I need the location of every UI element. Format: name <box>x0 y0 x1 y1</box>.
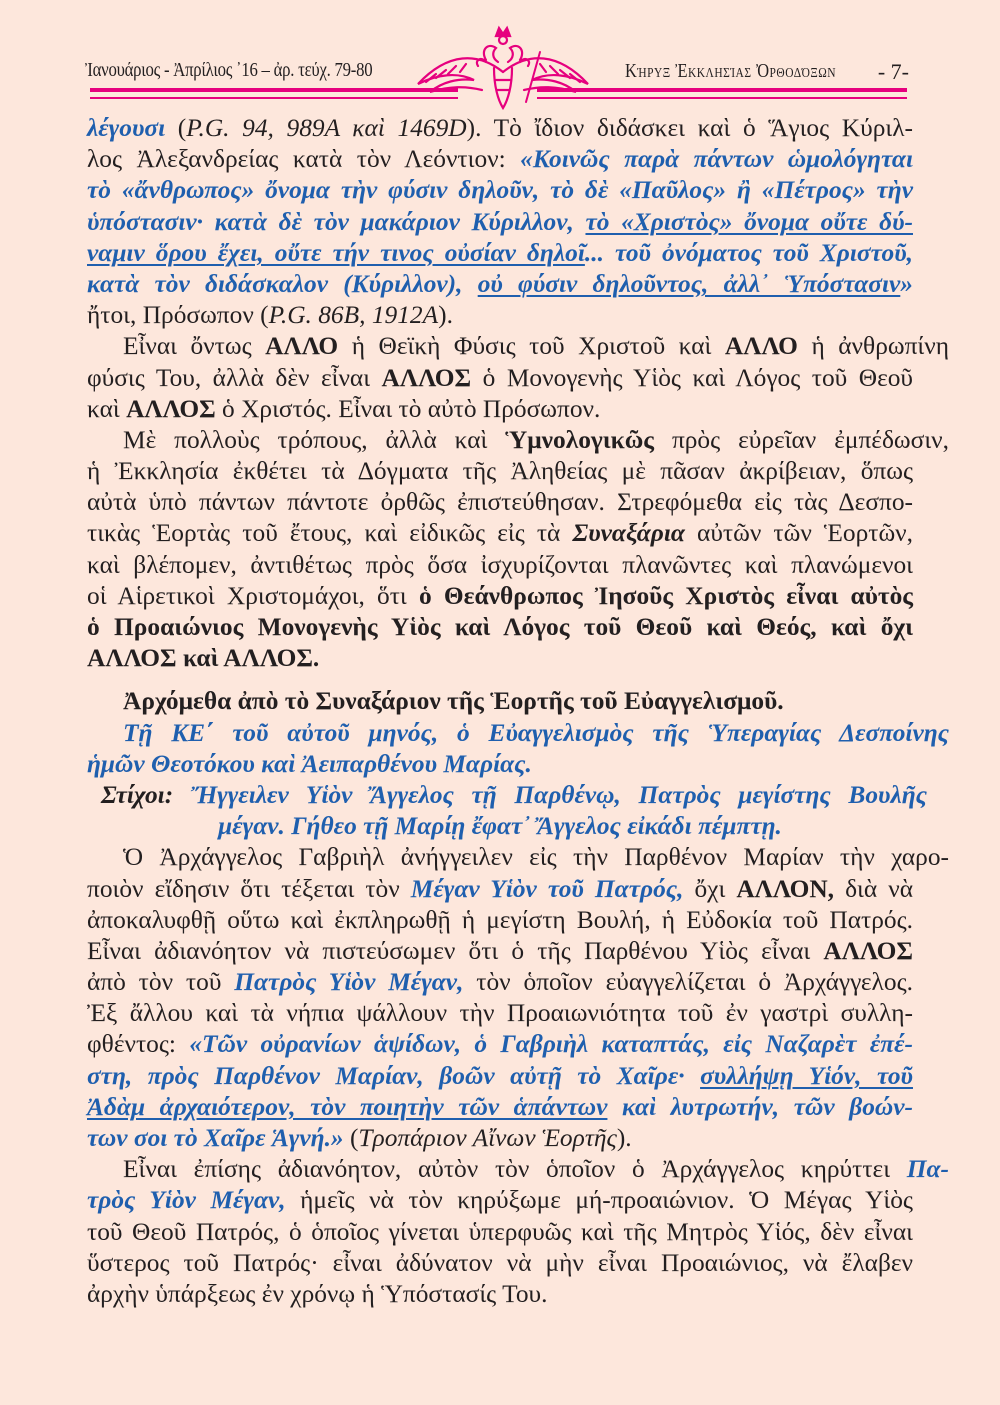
text-line <box>87 936 913 967</box>
bold-italic-text: Συναξάρια <box>572 519 685 548</box>
quotation: Πα- <box>906 1155 949 1184</box>
text-line <box>87 998 913 1029</box>
text-run: ἡ ἀνθρωπίνη <box>797 332 949 361</box>
citation: Τροπάριον Αἴνων Ἑορτῆς <box>358 1124 617 1152</box>
text-run: αὐτῶν τῶν Ἑορτῶν, <box>684 519 913 548</box>
bold-text: ΑΛΛΟ <box>724 332 798 361</box>
text-line <box>87 643 913 674</box>
text-line <box>87 842 949 873</box>
text-line <box>87 363 913 394</box>
text-run: λος Ἀλεξανδρείας κατὰ τὸν Λεόντιον: <box>87 145 521 174</box>
quotation: ἡμῶν Θεοτόκου καὶ Ἀειπαρθένου Μαρίας. <box>87 749 532 778</box>
text-run: φθέντος: <box>87 1030 190 1059</box>
text-run: ὄχι <box>683 874 737 903</box>
text-run: ὕστερος τοῦ Πατρός· εἶναι ἀδύνατον νὰ μὴν εἶναι Προαιώνιος, νὰ ἔλαβεν <box>87 1248 913 1277</box>
quotation: τὸ «ἄνθρωπος» ὄνομα τὴν φύσιν δηλοῦν, τὸ δὲ «Παῦλος» ἢ «Πέτρος» τὴν <box>87 176 913 205</box>
text-line <box>87 1061 913 1092</box>
quotation-underlined: συλλήψῃ Υἱόν, τοῦ <box>700 1061 913 1090</box>
running-header <box>85 0 915 110</box>
text-run: ἡ Θεϊκὴ Φύσις τοῦ Χριστοῦ καὶ <box>338 332 725 361</box>
text-run: Εἶναι ὄντως <box>123 332 266 361</box>
citation: P.G. 86B, 1912A <box>268 301 439 330</box>
text-line <box>87 425 949 456</box>
text-line <box>87 874 913 905</box>
text-line <box>87 238 913 269</box>
citation: P.G. 94, 989A καὶ 1469D <box>186 114 467 142</box>
bold-text: Ὑμνολογικῶς <box>505 425 655 454</box>
text-run: ἡ Ἐκκλησία ἐκθέτει τὰ Δόγματα τῆς Ἀληθείας μὲ πᾶσαν ἀκρίβειαν, ὅπως <box>87 457 913 486</box>
article-body <box>87 113 949 1310</box>
bold-italic-text: Στίχοι: <box>101 780 191 809</box>
header-rule-right-thick <box>537 88 907 92</box>
bold-text: Ἀρχόμεθα ἀπὸ τὸ Συναξάριον τῆς Ἑορτῆς τοῦ Εὐαγγελισμοῦ. <box>123 687 784 716</box>
text-line <box>87 550 913 581</box>
text-line <box>87 905 913 936</box>
header-rule-right-thin <box>537 97 907 99</box>
text-run: ποιὸν εἴδησιν ὅτι τέξεται τὸν <box>87 874 411 903</box>
text-line <box>87 967 913 998</box>
text-run: ἤτοι, Πρόσωπον ( <box>87 301 269 330</box>
text-line <box>87 394 913 425</box>
text-run: τοῦ Θεοῦ Πατρός, ὁ ὁποῖος γίνεται ὑπερφυῶς καὶ τῆς Μητρὸς Υἱός, δὲν εἶναι <box>87 1217 913 1246</box>
quotation-underlined: τὸ «Χριστὸς» ὄνομα οὔτε δύ- <box>585 207 913 236</box>
bold-text: ΑΛΛΟΣ <box>823 936 913 965</box>
text-line <box>87 686 949 717</box>
quotation: «Κοινῶς παρὰ πάντων ὡμολόγηται <box>520 145 914 174</box>
text-run: αὐτὰ ὑπὸ πάντων πάντοτε ὀρθῶς ἐπιστεύθησαν. Στρεφόμεθα εἰς τὰς Δεσπο- <box>87 488 913 517</box>
text-line <box>87 1154 949 1185</box>
text-run: τὸν ὁποῖον εὐαγγελίζεται ὁ Ἀρχάγγελος. <box>463 968 913 997</box>
quotation: καὶ λυτρωτήν, τῶν βοών- <box>607 1092 913 1121</box>
text-line <box>87 456 913 487</box>
text-run: Εἶναι ἀδιανόητον νὰ πιστεύσωμεν ὅτι ὁ τῆς Παρθένου Υἱὸς εἶναι <box>87 936 824 965</box>
text-line <box>87 518 913 549</box>
text-run: οἱ Αἱρετικοὶ Χριστομάχοι, ὅτι <box>87 581 419 610</box>
text-line <box>87 175 913 206</box>
text-run: ). <box>616 1124 632 1152</box>
page-number: - 7- <box>877 59 909 84</box>
bold-text: ΑΛΛΟΣ <box>381 363 472 392</box>
quotation-underlined: οὐ φύσιν δηλοῦντος, ἀλλ᾽ Ὑπόστασιν <box>477 269 901 298</box>
quotation: » <box>900 269 913 298</box>
text-run: Ἐξ ἄλλου καὶ τὰ νήπια ψάλλουν τὴν Προαιωνιότητα τοῦ ἐν γαστρὶ συλλη- <box>87 999 913 1028</box>
text-run: ). <box>438 301 453 330</box>
text-run: ( <box>165 114 187 142</box>
text-line <box>87 331 949 362</box>
text-line <box>87 1279 913 1310</box>
text-run: καὶ βλέπομεν, ἀντιθέτως πρὸς ὅσα ἰσχυρίζονται πλανῶντες καὶ πλανώμενοι <box>87 550 913 579</box>
quotation: μέγαν. Γήθεο τῇ Μαρίῃ ἔφατ᾽ Ἄγγελος εἰκάδι πέμπτῃ. <box>218 812 782 841</box>
quotation: ... τοῦ ὀνόματος τοῦ Χριστοῦ, <box>584 238 913 267</box>
quotation: Ἤγγειλεν Υἱὸν Ἄγγελος τῇ Παρθένῳ, Πατρὸς μεγίστης Βουλῆς <box>190 780 927 809</box>
text-line <box>87 1092 913 1123</box>
header-rule-left-thick <box>90 88 458 92</box>
publication-title: Κήρυξ Ἐκκλησίας Ὀρθοδόξων <box>625 60 837 82</box>
quotation: Τῇ ΚΕ΄ τοῦ αὐτοῦ μηνός, ὁ Εὐαγγελισμὸς τῆς Ὑπεραγίας Δεσποίνης <box>123 718 949 747</box>
text-line <box>87 487 913 518</box>
text-run: ). Τὸ ἴδιον διδάσκει καὶ ὁ Ἅγιος Κύριλ- <box>466 114 913 142</box>
text-run: τικὰς Ἑορτὰς τοῦ ἔτους, καὶ εἰδικῶς εἰς τὰ <box>87 519 573 548</box>
text-line <box>87 581 913 612</box>
text-run: Ὁ Ἀρχάγγελος Γαβριὴλ ἀνήγγειλεν εἰς τὴν Παρθένον Μαρίαν τὴν χαρο- <box>123 843 949 872</box>
text-line <box>87 1029 913 1060</box>
bold-text: ΑΛΛΟΣ <box>126 394 216 423</box>
quotation: Πατρὸς Υἱὸν Μέγαν, <box>234 968 464 997</box>
text-run: ὁ Μονογενὴς Υἱὸς καὶ Λόγος τοῦ Θεοῦ <box>471 363 913 392</box>
paragraph-gap <box>87 674 913 686</box>
quotation: Μέγαν Υἱὸν τοῦ Πατρός, <box>410 874 684 903</box>
text-line <box>87 1248 913 1279</box>
text-run: ἡμεῖς νὰ τὸν κηρύξωμε μή-προαιώνιον. Ὁ Μέγας Υἱὸς <box>285 1186 913 1215</box>
text-line <box>87 749 913 780</box>
text-run: ὁ Χριστός. Εἶναι τὸ αὐτὸ Πρόσωπον. <box>215 394 601 423</box>
quotation: των σοι τὸ Χαῖρε Ἁγνή.» <box>87 1124 344 1152</box>
text-run: Εἶναι ἐπίσης ἀδιανόητον, αὐτὸν τὸν ὁποῖον ὁ Ἀρχάγγελος κηρύττει <box>123 1155 907 1184</box>
text-run: Μὲ πολλοὺς τρόπους, ἀλλὰ καὶ <box>123 425 506 454</box>
text-run: ἀποκαλυφθῇ οὕτω καὶ ἐκπληρωθῇ ἡ μεγίστη Βουλή, ἡ Εὐδοκία τοῦ Πατρός. <box>87 905 913 934</box>
text-run: πρὸς εὐρεῖαν ἐμπέδωσιν, <box>654 425 949 454</box>
bold-text: ὁ Θεάνθρωπος Ἰησοῦς Χριστὸς εἶναι αὐτὸς <box>418 581 913 610</box>
text-line <box>87 113 913 144</box>
bold-text: ὁ Προαιώνιος Μονογενὴς Υἱὸς καὶ Λόγος τοῦ Θεοῦ καὶ Θεός, καὶ ὄχι <box>87 613 913 641</box>
quotation: στη, πρὸς Παρθένον Μαρίαν, βοῶν αὐτῇ τὸ Χαῖρε· <box>87 1061 701 1090</box>
text-line <box>87 1217 913 1248</box>
text-run: ἀρχὴν ὑπάρξεως ἐν χρόνῳ ἡ Ὑπόστασίς Του. <box>87 1279 548 1308</box>
quotation: κατὰ τὸν διδάσκαλον (Κύριλλον), <box>87 269 478 298</box>
quotation: λέγουσι <box>87 114 166 142</box>
quotation: «Τῶν οὐρανίων ἁψίδων, ὁ Γαβριὴλ καταπτάς, εἰς Ναζαρὲτ ἐπέ- <box>189 1030 913 1059</box>
header-rule-left-thin <box>90 97 458 99</box>
text-line <box>87 811 913 842</box>
bold-text: ΑΛΛΟΣ καὶ ΑΛΛΟΣ. <box>87 644 320 673</box>
text-line <box>87 300 913 331</box>
bold-text: ΑΛΛΟΝ, <box>736 874 835 903</box>
text-line <box>87 269 913 300</box>
quotation-underlined: Ἀδὰμ ἀρχαιότερον, τὸν ποιητὴν τῶν ἁπάντων <box>87 1092 608 1121</box>
text-line <box>87 1123 913 1154</box>
quotation: τρὸς Υἱὸν Μέγαν, <box>87 1186 286 1215</box>
quotation: ὑπόστασιν· κατὰ δὲ τὸν μακάριον Κύριλλον, <box>87 207 586 236</box>
text-run: φύσις Του, ἀλλὰ δὲν εἶναι <box>87 363 382 392</box>
text-run: καὶ <box>87 394 127 423</box>
text-line <box>87 207 913 238</box>
issue-info: Ἰανουάριος - Ἀπρίλιος ᾽16 – ἀρ. τεύχ. 79-80 <box>85 60 373 81</box>
text-run: ( <box>343 1124 359 1152</box>
text-line <box>87 612 913 643</box>
text-line <box>87 1185 913 1216</box>
text-run: ἀπὸ τὸν τοῦ <box>87 968 235 997</box>
bold-text: ΑΛΛΟ <box>265 332 339 361</box>
text-line <box>87 780 927 811</box>
quotation-underlined: ναμιν ὅρου ἔχει, οὔτε τήν τινος οὐσίαν δηλοῖ <box>87 238 585 267</box>
text-line <box>87 144 913 175</box>
text-line <box>87 718 949 749</box>
text-run: διὰ νὰ <box>834 874 914 903</box>
